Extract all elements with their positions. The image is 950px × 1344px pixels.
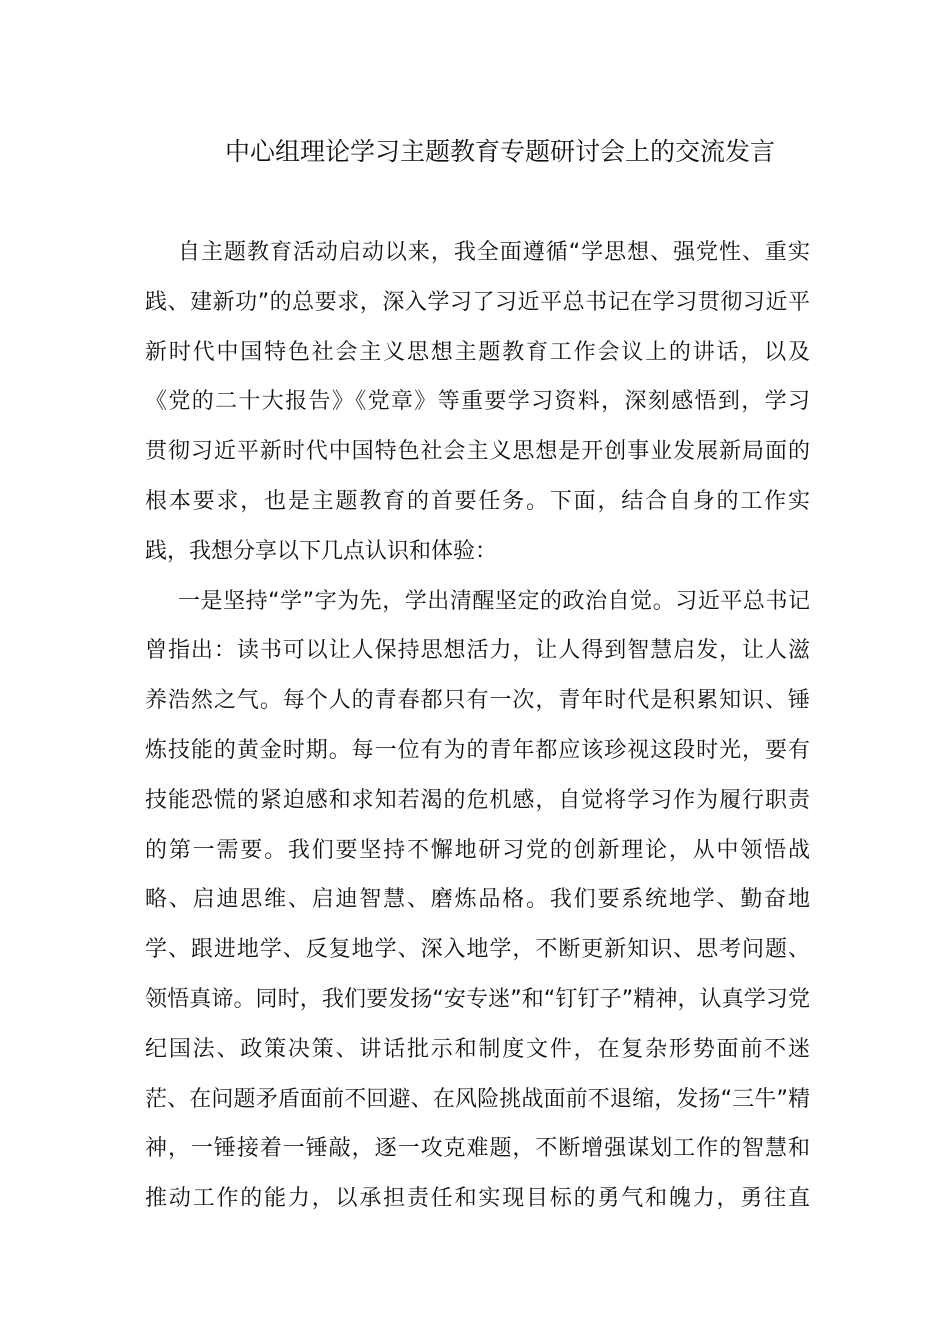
paragraph-line: 神，一锤接着一锤敲，逐一攻克难题，不断增强谋划工作的智慧和 xyxy=(145,1136,810,1162)
paragraph-line: 《党的二十大报告》《党章》等重要学习资料，深刻感悟到，学习 xyxy=(145,389,810,415)
paragraph-line: 领悟真谛。同时，我们要发扬“安专迷”和“钉钉子”精神，认真学习党 xyxy=(145,986,810,1012)
paragraph-line: 自主题教育活动启动以来，我全面遵循“学思想、强党性、重实 xyxy=(178,240,810,265)
paragraph-line: 炼技能的黄金时期。每一位有为的青年都应该珍视这段时光，要有 xyxy=(145,737,810,763)
paragraph-line: 曾指出：读书可以让人保持思想活力，让人得到智慧启发，让人滋 xyxy=(145,638,810,664)
paragraph-line: 学、跟进地学、反复地学、深入地学，不断更新知识、思考问题、 xyxy=(145,937,810,963)
paragraph-line: 一是坚持“学”字为先，学出清醒坚定的政治自觉。习近平总书记 xyxy=(178,588,810,614)
paragraph-line: 贯彻习近平新时代中国特色社会主义思想是开创事业发展新局面的 xyxy=(145,439,810,465)
paragraph-line: 新时代中国特色社会主义思想主题教育工作会议上的讲话，以及 xyxy=(145,339,810,365)
paragraph-line: 践、建新功”的总要求，深入学习了习近平总书记在学习贯彻习近平 xyxy=(145,289,810,315)
paragraph-line: 根本要求，也是主题教育的首要任务。下面，结合自身的工作实 xyxy=(145,488,810,514)
paragraph-line: 略、启迪思维、启迪智慧、磨炼品格。我们要系统地学、勤奋地 xyxy=(145,887,810,913)
paragraph-line: 推动工作的能力，以承担责任和实现目标的勇气和魄力，勇往直 xyxy=(145,1186,810,1212)
paragraph-line: 的第一需要。我们要坚持不懈地研习党的创新理论，从中领悟战 xyxy=(145,837,810,863)
paragraph-line: 践，我想分享以下几点认识和体验： xyxy=(145,538,498,564)
document-title: 中心组理论学习主题教育专题研讨会上的交流发言 xyxy=(224,137,775,166)
paragraph-line: 纪国法、政策决策、讲话批示和制度文件，在复杂形势面前不迷 xyxy=(145,1036,810,1062)
paragraph-line: 茫、在问题矛盾面前不回避、在风险挑战面前不退缩，发扬“三牛”精 xyxy=(145,1086,810,1112)
paragraph-line: 养浩然之气。每个人的青春都只有一次，青年时代是积累知识、锤 xyxy=(145,688,810,714)
document-body xyxy=(145,228,810,1224)
paragraph-line: 技能恐慌的紧迫感和求知若渴的危机感，自觉将学习作为履行职责 xyxy=(145,787,810,813)
